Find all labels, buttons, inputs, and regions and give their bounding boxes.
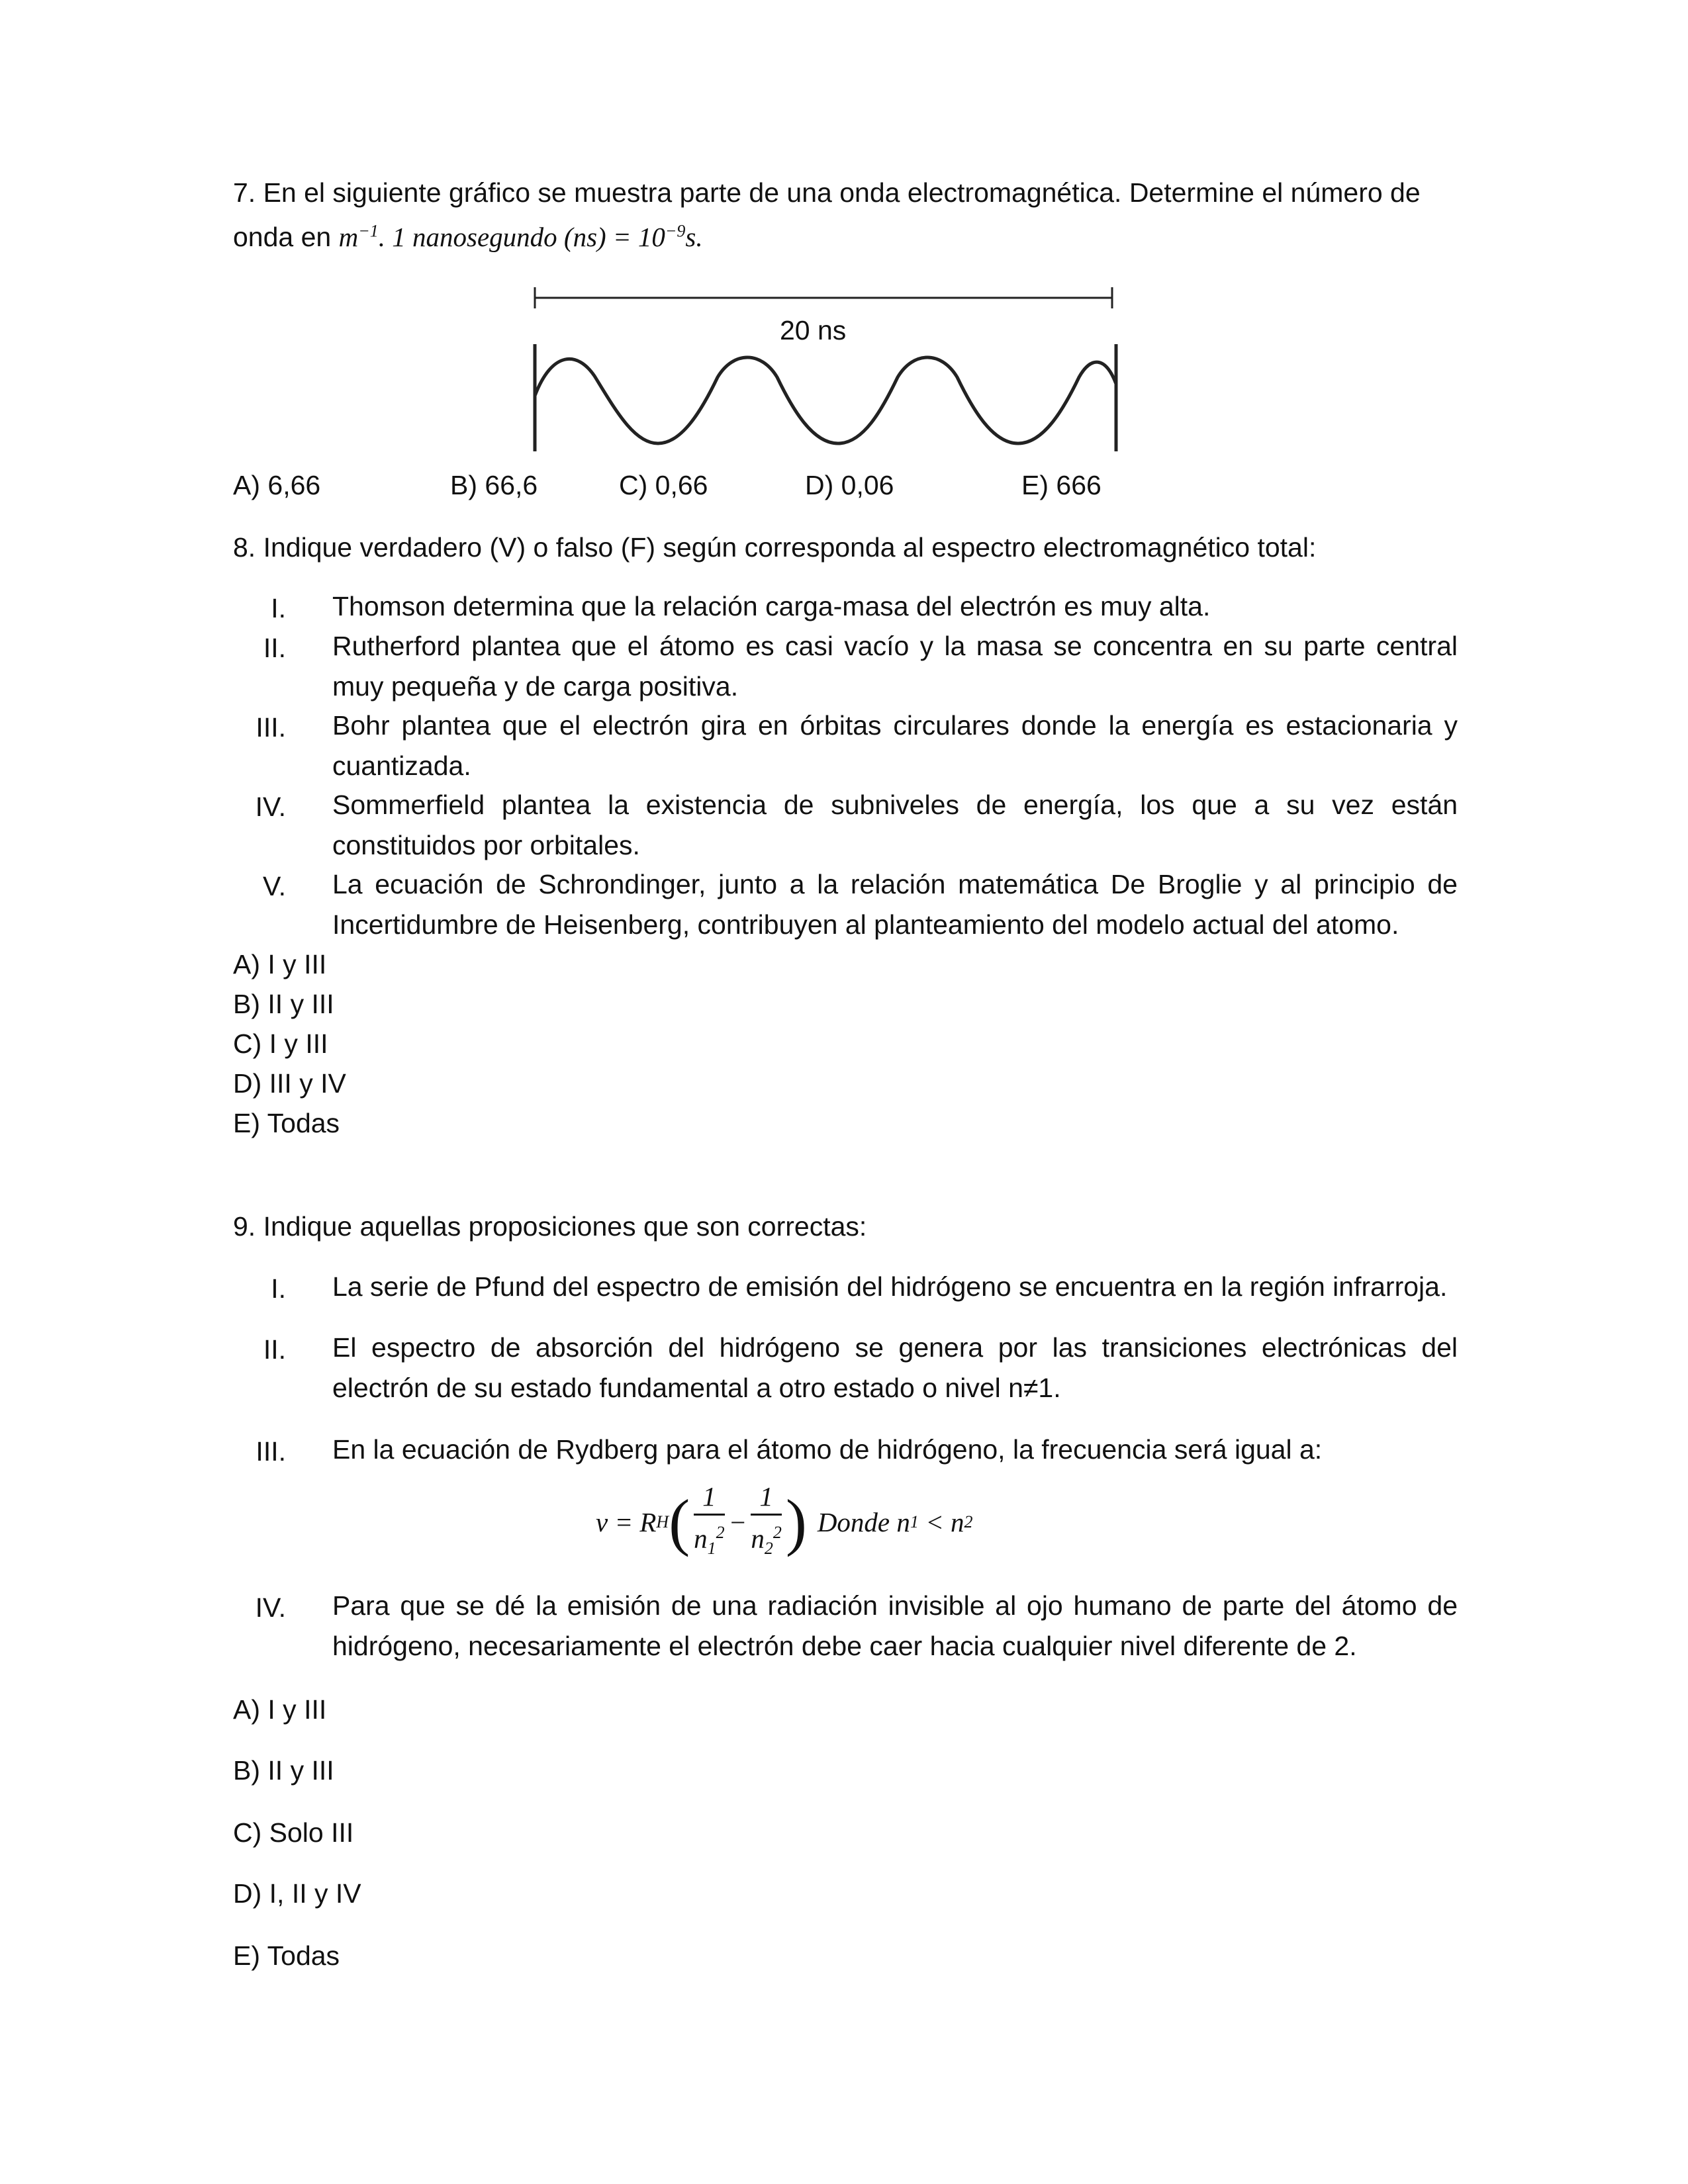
q9-item-3-number: III. (256, 1436, 286, 1467)
q8-option-a[interactable]: A) I y III (233, 949, 327, 979)
q9-option-c[interactable]: C) Solo III (233, 1817, 354, 1848)
q7-option-c[interactable]: C) 0,66 (619, 470, 708, 500)
q7-statement-line2: onda en $m^{-1}$. 1 nanosegundo $(ns) = 10^{-9}s$. (233, 221, 703, 252)
q7-option-b[interactable]: B) 66,6 (450, 470, 538, 500)
q8-statement: 8. Indique verdadero (V) o falso (F) según corresponda al espectro electromagnético total: (233, 532, 1317, 563)
q9-item-2-text: El espectro de absorción del hidrógeno se genera por las transiciones electrónicas del electrón de su estado fundamental a otro estado o nivel n≠1. (332, 1332, 1458, 1403)
q9-option-d[interactable]: D) I, II y IV (233, 1878, 361, 1909)
wave-figure (516, 278, 1132, 463)
q7-statement-line1: 7. En el siguiente gráfico se muestra parte de una onda electromagnética. Determine el número de (233, 177, 1421, 208)
q9-option-b[interactable]: B) II y III (233, 1755, 334, 1786)
period-dimension-line (535, 287, 1112, 308)
q8-item-2-number: II. (263, 633, 286, 663)
q9-item-4-text: Para que se dé la emisión de una radiación invisible al ojo humano de parte del átomo de hidrógeno, necesariamente el electrón debe caer hacia cualquier nivel diferente de 2. (332, 1590, 1458, 1661)
q8-item-5-text: La ecuación de Schrondinger, junto a la relación matemática De Broglie y al principio de Incertidumbre de Heisenberg, contribuyen al planteamiento del modelo actual del atomo. (332, 869, 1458, 940)
q8-option-d[interactable]: D) III y IV (233, 1068, 346, 1099)
q8-option-e[interactable]: E) Todas (233, 1108, 340, 1138)
q7-option-a[interactable]: A) 6,66 (233, 470, 321, 500)
rydberg-formula: v = R H ( $\frac{1}{n_1^2}$ − $\frac{1}{n_2^2}$ ) Donde n 1 < n 2 (596, 1476, 973, 1569)
q9-statement: 9. Indique aquellas proposiciones que son correctas: (233, 1211, 867, 1242)
q9-item-3-text: En la ecuación de Rydberg para el átomo de hidrógeno, la frecuencia será igual a: (332, 1434, 1323, 1465)
q8-item-1-text: Thomson determina que la relación carga-masa del electrón es muy alta. (332, 591, 1211, 621)
q8-item-3-text: Bohr plantea que el electrón gira en órbitas circulares donde la energía es estacionaria y cuantizada. (332, 710, 1458, 781)
q9-item-1-text: La serie de Pfund del espectro de emisión del hidrógeno se encuentra en la región infrarroja. (332, 1271, 1448, 1302)
q8-item-5-number: V. (263, 871, 286, 901)
q8-item-2-text: Rutherford plantea que el átomo es casi vacío y la masa se concentra en su parte central muy pequeña y de carga positiva. (332, 631, 1458, 702)
q9-item-1-number: I. (271, 1273, 286, 1304)
q8-item-4-number: IV. (255, 792, 286, 822)
q9-item-2-number: II. (263, 1334, 286, 1365)
q9-option-e[interactable]: E) Todas (233, 1940, 340, 1971)
q8-item-1-number: I. (271, 593, 286, 623)
wave-curve (535, 357, 1116, 443)
q9-item-4-number: IV. (255, 1592, 286, 1623)
wave-period-label: 20 ns (780, 315, 847, 345)
formula-fraction-1: $\frac{1}{n_1^2}$ (694, 1479, 725, 1566)
q8-item-4-text: Sommerfield plantea la existencia de subniveles de energía, los que a su vez están constituidos por orbitales. (332, 790, 1458, 860)
q8-option-b[interactable]: B) II y III (233, 989, 334, 1019)
q7-option-d[interactable]: D) 0,06 (805, 470, 894, 500)
q7-option-e[interactable]: E) 666 (1021, 470, 1102, 500)
q9-option-a[interactable]: A) I y III (233, 1694, 327, 1725)
q8-item-3-number: III. (256, 712, 286, 743)
formula-fraction-2: $\frac{1}{n_2^2}$ (751, 1479, 782, 1566)
q8-option-c[interactable]: C) I y III (233, 1028, 328, 1059)
